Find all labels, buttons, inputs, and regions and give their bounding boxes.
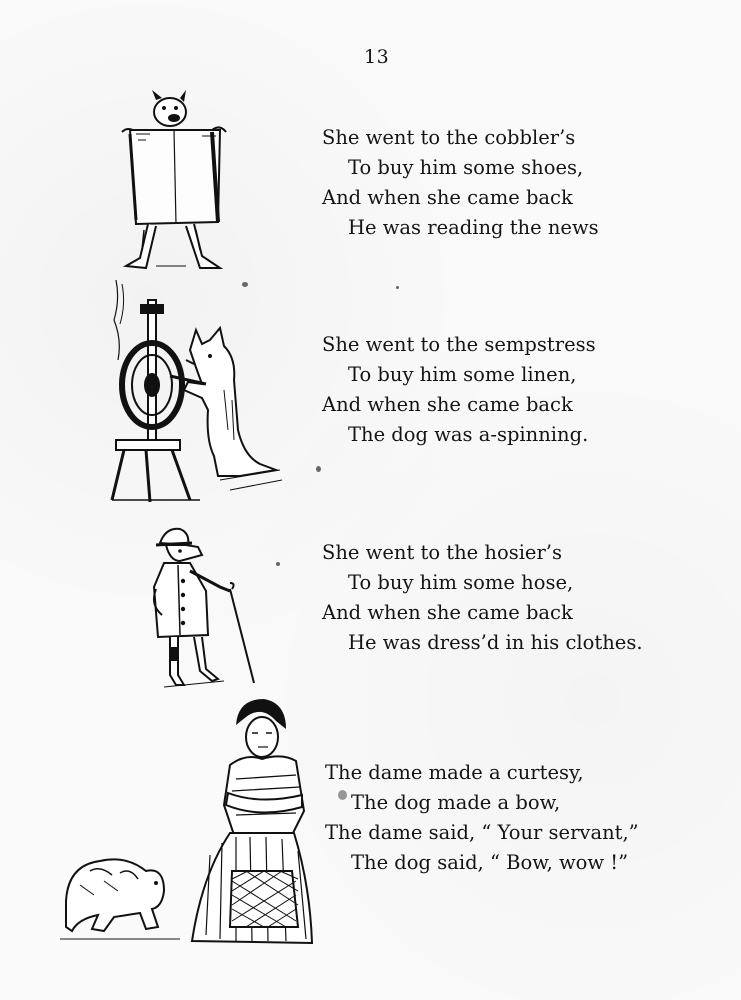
paper-speck [242, 282, 248, 287]
stanza-line: The dame made a curtesy, [325, 761, 584, 784]
stanza-line: To buy him some hose, [348, 571, 574, 594]
stanza-line: And when she came back [322, 186, 573, 209]
page-number: 13 [364, 46, 390, 68]
stanza-2 [322, 330, 596, 450]
paper-speck [316, 466, 321, 472]
paper-speck [396, 286, 399, 289]
stanza-line: To buy him some linen, [348, 363, 577, 386]
dog-dressed-with-cane-illustration [150, 525, 260, 695]
stanza-line: He was dress’d in his clothes. [348, 631, 643, 654]
dame-and-dog-illustration [60, 695, 320, 950]
stanza-line: The dame said, “ Your servant,” [325, 821, 639, 844]
stanza-4 [325, 758, 639, 878]
dog-reading-newspaper-illustration [116, 90, 234, 275]
stanza-line: The dog made a bow, [351, 791, 561, 814]
paper-speck [338, 790, 347, 800]
stanza-line: The dog was a-spinning. [348, 423, 589, 446]
stanza-line: The dog said, “ Bow, wow !” [351, 851, 629, 874]
stanza-3 [322, 538, 643, 658]
stanza-line: To buy him some shoes, [348, 156, 584, 179]
stanza-line: And when she came back [322, 393, 573, 416]
stanza-line: And when she came back [322, 601, 573, 624]
stanza-line: She went to the cobbler’s [322, 126, 576, 149]
dog-at-spinning-wheel-illustration [110, 280, 285, 505]
paper-speck [276, 562, 280, 566]
stanza-line: He was reading the news [348, 216, 599, 239]
stanza-line: She went to the sempstress [322, 333, 596, 356]
stanza-line: She went to the hosier’s [322, 541, 562, 564]
stanza-1 [322, 123, 599, 243]
